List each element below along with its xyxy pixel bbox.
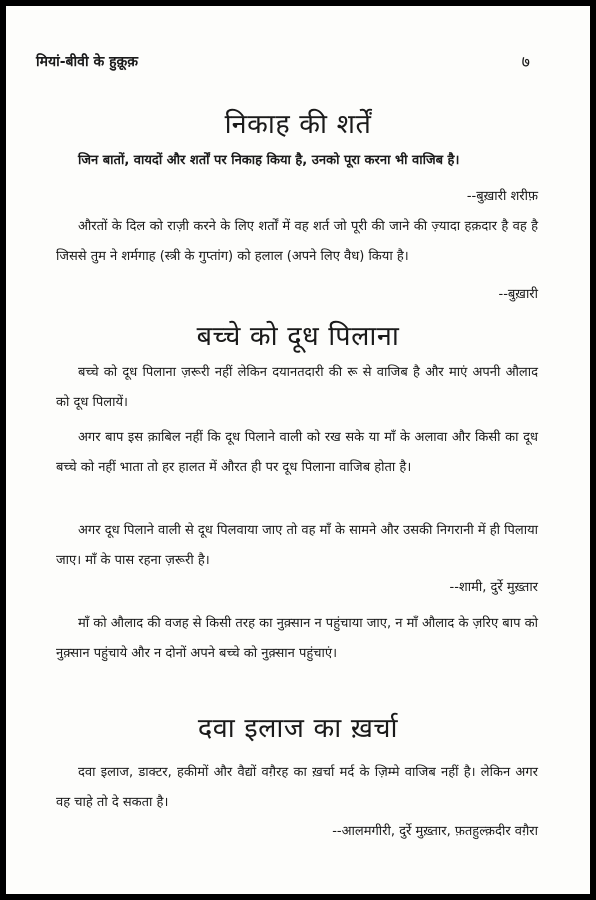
section-heading-breastfeeding: बच्चे को दूध पिलाना — [196, 321, 400, 352]
running-title: मियां-बीवी के हुक़ूक़ — [36, 54, 139, 70]
paragraph: अगर दूध पिलाने वाली से दूध पिलवाया जाए तो वह माँ के सामने और उसकी निगरानी में ही पिलाया जाए। माँ के पास रहना ज़रूरी है। — [56, 523, 538, 568]
citation: --बुख़ारी — [498, 287, 538, 302]
section-heading-nikah-conditions: निकाह की शर्तें — [224, 109, 372, 140]
paragraph: औरतों के दिल को राज़ी करने के लिए शर्तों में वह शर्त जो पूरी की जाने की ज़्यादा हक़दार है वह है जिससे तुम ने शर्मगाह (स्त्री के गुप्तांग) को हलाल (अपने लिए वैध) किया है। — [56, 219, 538, 264]
paragraph: जिन बातों, वायदों और शर्तों पर निकाह किया है, उनको पूरा करना भी वाजिब है। — [78, 153, 460, 168]
paragraph: दवा इलाज, डाक्टर, हकीमों और वैद्यों वग़ैरह का ख़र्चा मर्द के ज़िम्मे वाजिब नहीं है। लेकिन अगर वह चाहे तो दे सकता है। — [56, 765, 538, 810]
page-number: ७ — [521, 52, 530, 71]
book-page — [6, 6, 590, 894]
section-heading-medical-expenses: दवा इलाज का ख़र्चा — [197, 713, 399, 744]
paragraph: बच्चे को दूध पिलाना ज़रूरी नहीं लेकिन दयानतदारी की रू से वाजिब है और माएं अपनी औलाद को दूध पिलायें। — [56, 365, 538, 410]
citation: --शामी, दुर्रे मुख़्तार — [449, 580, 538, 595]
citation: --आलमगीरी, दुर्रे मुख़्तार, फ़तहुल्क़दीर वग़ैरा — [332, 824, 538, 839]
citation: --बुख़ारी शरीफ़ — [466, 189, 538, 204]
paragraph: माँ को औलाद की वजह से किसी तरह का नुक़्सान न पहुंचाया जाए, न माँ औलाद के ज़रिए बाप को नुक़्सान पहुंचाये और न दोनों अपने बच्चे को नुक़्सान पहुंचाएं। — [56, 616, 538, 661]
paragraph: अगर बाप इस क़ाबिल नहीं कि दूध पिलाने वाली को रख सके या माँ के अलावा और किसी का दूध बच्चे को नहीं भाता तो हर हालत में औरत ही पर दूध पिलाना वाजिब होता है। — [56, 430, 538, 475]
